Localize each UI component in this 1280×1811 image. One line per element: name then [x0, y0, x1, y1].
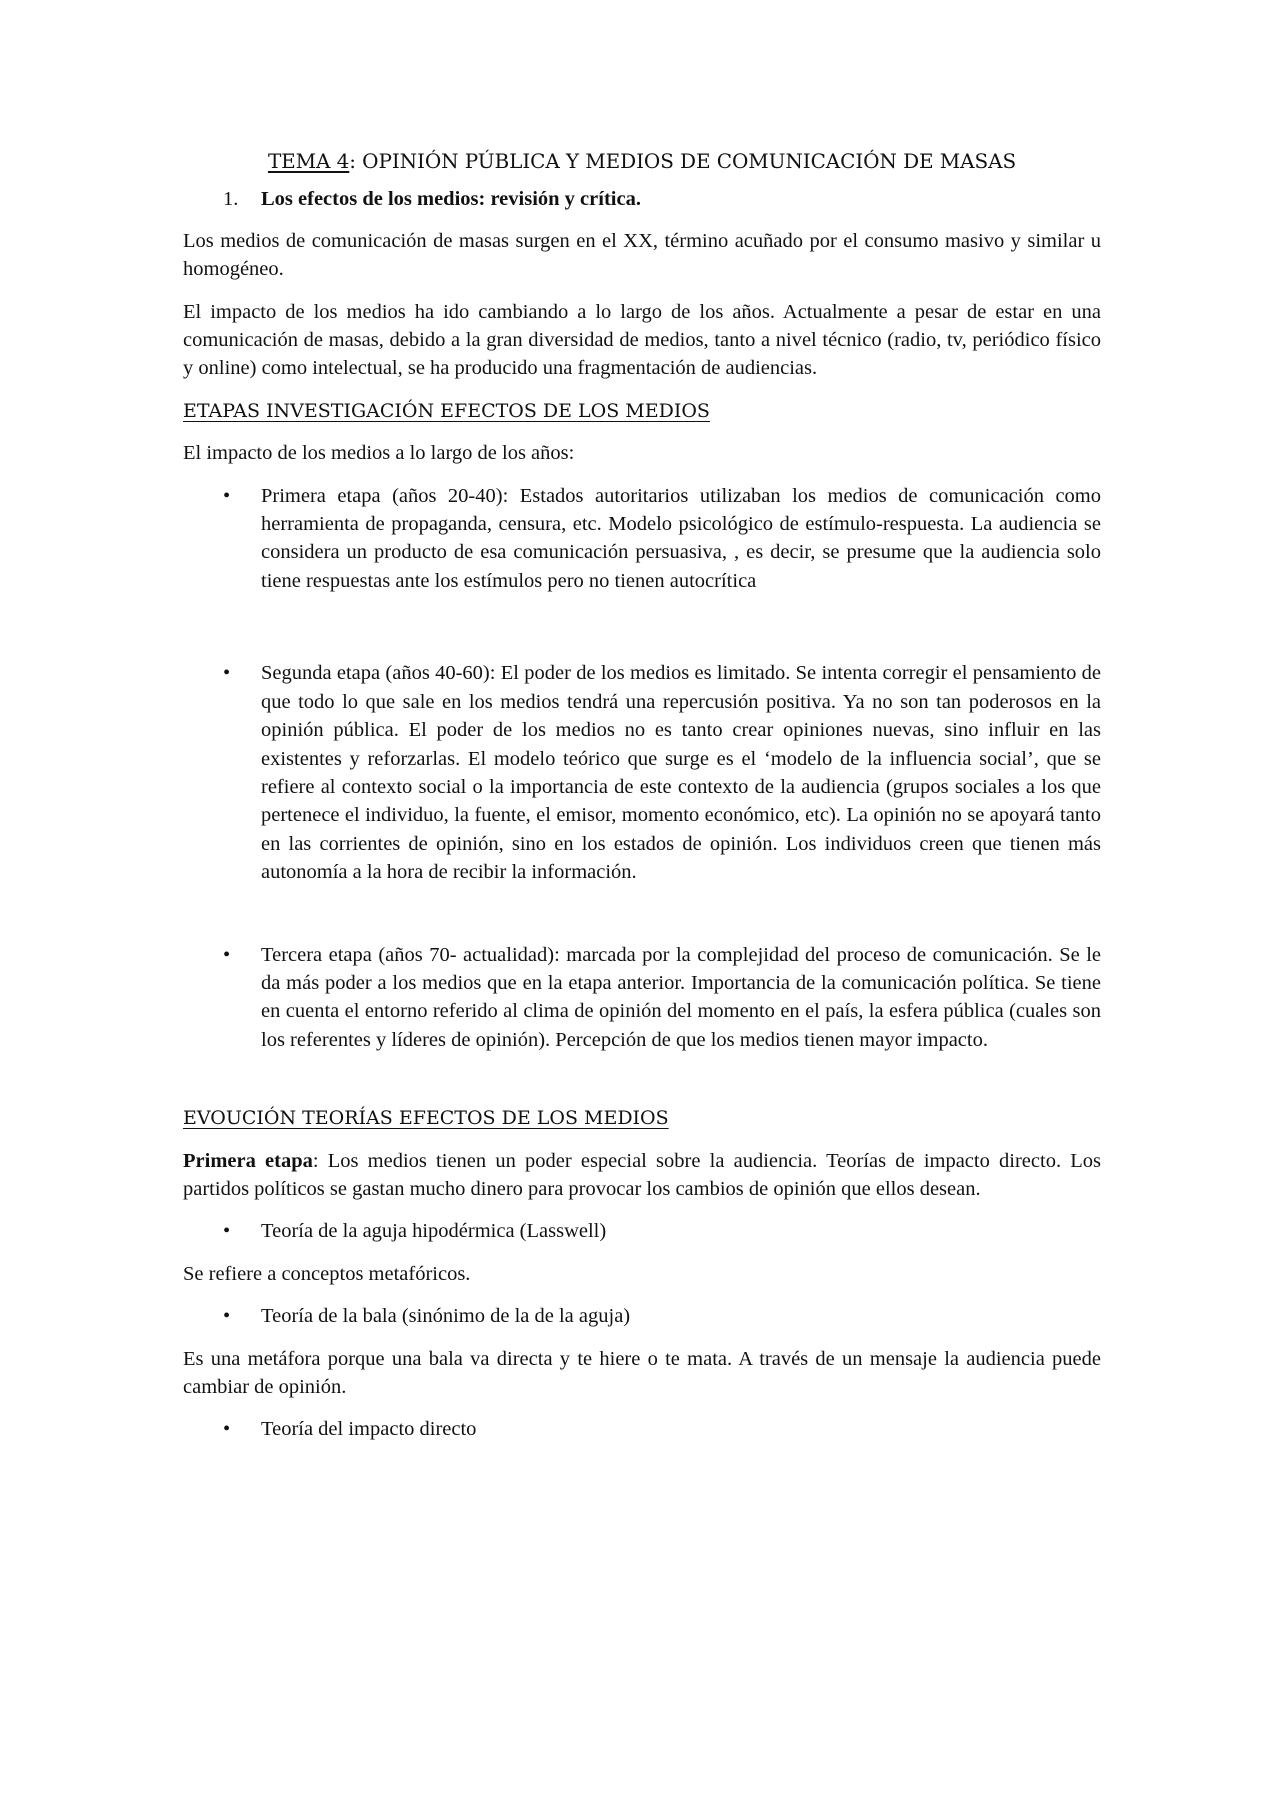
section-heading-teorias-text: EVOUCIÓN TEORÍAS EFECTOS DE LOS MEDIOS [183, 1107, 669, 1130]
list-item-text: Teoría de la aguja hipodérmica (Lasswell) [261, 1220, 607, 1243]
list-item-text: Teoría de la bala (sinónimo de la de la aguja) [261, 1305, 631, 1328]
document-title [183, 147, 1101, 175]
list-item-bala [183, 1302, 1101, 1330]
note-bala: Es una metáfora porque una bala va directa y te hiere o te mata. A través de un mensaje la audiencia puede cambiar de opinión. [183, 1347, 1101, 1398]
page-content [183, 147, 1101, 1458]
intro-paragraph-2: El impacto de los medios ha ido cambiando a lo largo de los años. Actualmente a pesar de estar en una comunicación de masas, debido a la gran diversidad de medios, tanto a nivel técnico (radio, tv, periódico físico y online) como intelectual, se ha producido una fragmentación de audiencias. [183, 300, 1101, 380]
list-item-segunda-etapa [183, 659, 1101, 886]
list-item-tercera-etapa [183, 941, 1101, 1055]
list-item-text: Segunda etapa (años 40-60): El poder de los medios es limitado. Se intenta corregir el pensamiento de que todo lo que sale en los medios tendrá una repercusión positiva. Ya no son tan poderosos en la opinión pública. El poder de los medios no es tanto crear opiniones nuevas, sino influir en las existentes y reforzarlas. El modelo teórico que surge es el ‘modelo de la influencia social’, que se refiere al contexto social o la importancia de este contexto de la audiencia (grupos sociales a los que pertenece el individuo, la fuente, el emisor, momento económico, etc). La opinión no se apoyará tanto en las corrientes de opinión, sino en los estados de opinión. Los individuos creen que tienen más autonomía a la hora de recibir la información. [261, 662, 1101, 884]
list-item-impacto-directo [183, 1415, 1101, 1443]
primera-etapa-text: : Los medios tienen un poder especial sobre la audiencia. Teorías de impacto directo. Los partidos políticos se gastan mucho dinero para provocar los cambios de opinión que ellos desean. [183, 1149, 1101, 1200]
list-item-text: Teoría del impacto directo [261, 1418, 477, 1441]
bullet-icon: • [223, 484, 231, 507]
list-item-text: Tercera etapa (años 70- actualidad): marcada por la complejidad del proceso de comunicación. Se le da más poder a los medios que en la etapa anterior. Importancia de la comunicación política. Se tiene en cuenta el entorno referido al clima de opinión del momento en el país, la esfera pública (cuales son los referentes y líderes de opinión). Percepción de que los medios tienen mayor impacto. [261, 943, 1101, 1051]
heading-1 [223, 185, 1101, 213]
intro-paragraph-1: Los medios de comunicación de masas surgen en el XX, término acuñado por el consumo masivo y similar u homogéneo. [183, 229, 1101, 281]
section-heading-etapas-text: ETAPAS INVESTIGACIÓN EFECTOS DE LOS MEDIOS [183, 399, 710, 422]
note-metaforicos: Se refiere a conceptos metafóricos. [183, 1262, 471, 1285]
list-item-aguja [183, 1217, 1101, 1245]
heading-1-text: Los efectos de los medios: revisión y crítica. [261, 188, 641, 211]
bullet-icon: • [223, 1305, 231, 1328]
primera-etapa-label: Primera etapa [183, 1149, 313, 1172]
bullet-icon: • [223, 1220, 231, 1243]
primera-etapa-paragraph [183, 1147, 1101, 1204]
section-heading-teorias [183, 1104, 1101, 1132]
bullet-icon: • [223, 1418, 231, 1441]
bullet-icon: • [223, 943, 231, 966]
title-topic-text: : OPINIÓN PÚBLICA Y MEDIOS DE COMUNICACIÓN DE MASAS [349, 149, 1017, 173]
section-heading-etapas [183, 397, 1101, 425]
etapas-lead: El impacto de los medios a lo largo de los años: [183, 442, 575, 465]
bullet-icon: • [223, 662, 231, 685]
title-topic-number: TEMA 4 [267, 149, 350, 173]
list-item-primera-etapa [183, 482, 1101, 596]
list-item-text: Primera etapa (años 20-40): Estados autoritarios utilizaban los medios de comunicación como herramienta de propaganda, censura, etc. Modelo psicológico de estímulo-respuesta. La audiencia se considera un producto de esa comunicación persuasiva, , es decir, se presume que la audiencia solo tiene respuestas ante los estímulos pero no tienen autocrítica [261, 484, 1101, 592]
heading-1-number: 1. [223, 188, 239, 211]
